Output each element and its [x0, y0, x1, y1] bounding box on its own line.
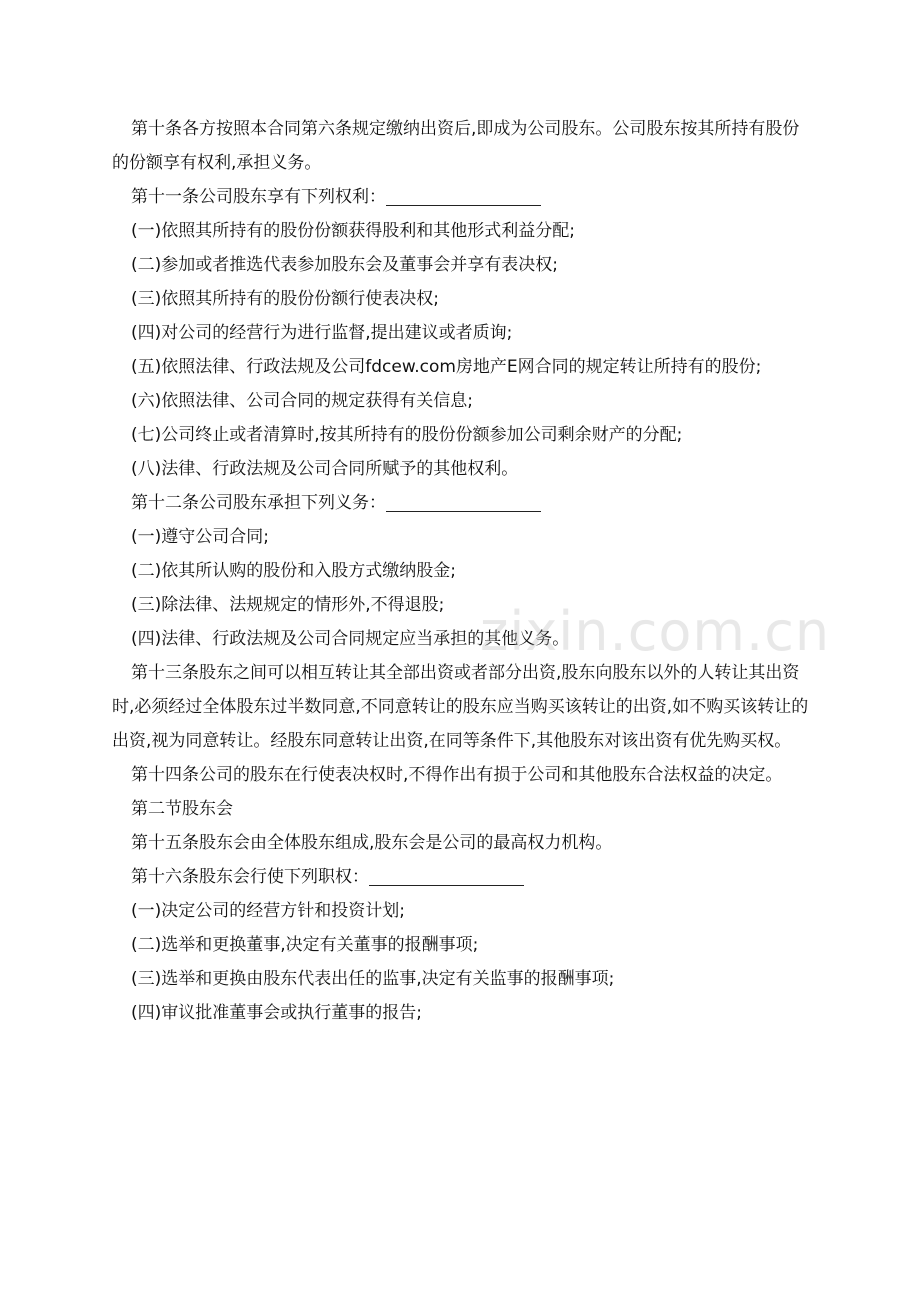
list-item: [112, 248, 812, 282]
paragraph: [112, 826, 812, 860]
paragraph-text: 第十二条公司股东承担下列义务：: [131, 493, 386, 513]
list-item: [112, 418, 812, 452]
paragraph: [112, 860, 812, 894]
paragraph-text: (二)参加或者推选代表参加股东会及董事会并享有表决权;: [131, 255, 558, 275]
paragraph-text: (七)公司终止或者清算时,按其所持有的股份份额参加公司剩余财产的分配;: [131, 425, 683, 445]
fill-in-blank: [369, 863, 524, 886]
paragraph-text: (四)审议批准董事会或执行董事的报告;: [131, 1003, 422, 1023]
list-item: [112, 554, 812, 588]
list-item: [112, 622, 812, 656]
document-body: [112, 112, 812, 1030]
paragraph: [112, 656, 812, 758]
paragraph-text: 第十三条股东之间可以相互转让其全部出资或者部分出资,股东向股东以外的人转让其出资时,必须经过全体股东过半数同意,不同意转让的股东应当购买该转让的出资,如不购买该转让的出资,视为同意转让。经股东同意转让出资,在同等条件下,其他股东对该出资有优先购买权。: [112, 663, 809, 751]
paragraph-text: (一)决定公司的经营方针和投资计划;: [131, 901, 405, 921]
list-item: [112, 588, 812, 622]
paragraph-text: (三)除法律、法规规定的情形外,不得退股;: [131, 595, 445, 615]
paragraph-text: 第十四条公司的股东在行使表决权时,不得作出有损于公司和其他股东合法权益的决定。: [131, 765, 783, 785]
list-item: [112, 894, 812, 928]
paragraph-text: (二)选举和更换董事,决定有关董事的报酬事项;: [131, 935, 479, 955]
paragraph-text: 第十五条股东会由全体股东组成,股东会是公司的最高权力机构。: [131, 833, 613, 853]
paragraph-text: (四)对公司的经营行为进行监督,提出建议或者质询;: [131, 323, 513, 343]
list-item: [112, 384, 812, 418]
paragraph-text: (五)依照法律、行政法规及公司fdcew.com房地产E网合同的规定转让所持有的股份;: [131, 357, 762, 377]
paragraph: [112, 486, 812, 520]
paragraph-text: (一)依照其所持有的股份份额获得股利和其他形式利益分配;: [131, 221, 575, 241]
paragraph-text: 第十一条公司股东享有下列权利：: [131, 187, 386, 207]
list-item: [112, 996, 812, 1030]
list-item: [112, 214, 812, 248]
paragraph-text: (三)依照其所持有的股份份额行使表决权;: [131, 289, 439, 309]
fill-in-blank: [386, 183, 541, 206]
paragraph-text: 第十条各方按照本合同第六条规定缴纳出资后,即成为公司股东。公司股东按其所持有股份的份额享有权利,承担义务。: [112, 119, 800, 173]
paragraph-text: (一)遵守公司合同;: [131, 527, 269, 547]
watermark: zixin.com.cn: [480, 600, 831, 663]
paragraph-text: (二)依其所认购的股份和入股方式缴纳股金;: [131, 561, 456, 581]
paragraph-text: 第二节股东会: [131, 799, 233, 819]
fill-in-blank: [386, 489, 541, 512]
paragraph-text: (四)法律、行政法规及公司合同规定应当承担的其他义务。: [131, 629, 570, 649]
paragraph: [112, 792, 812, 826]
list-item: [112, 316, 812, 350]
list-item: [112, 520, 812, 554]
paragraph: [112, 180, 812, 214]
paragraph-text: (三)选举和更换由股东代表出任的监事,决定有关监事的报酬事项;: [131, 969, 615, 989]
paragraph-text: (八)法律、行政法规及公司合同所赋予的其他权利。: [131, 459, 519, 479]
paragraph-text: 第十六条股东会行使下列职权：: [131, 867, 369, 887]
paragraph: [112, 112, 812, 180]
list-item: [112, 282, 812, 316]
list-item: [112, 962, 812, 996]
paragraph: [112, 758, 812, 792]
list-item: [112, 452, 812, 486]
list-item: [112, 350, 812, 384]
list-item: [112, 928, 812, 962]
paragraph-text: (六)依照法律、公司合同的规定获得有关信息;: [131, 391, 473, 411]
